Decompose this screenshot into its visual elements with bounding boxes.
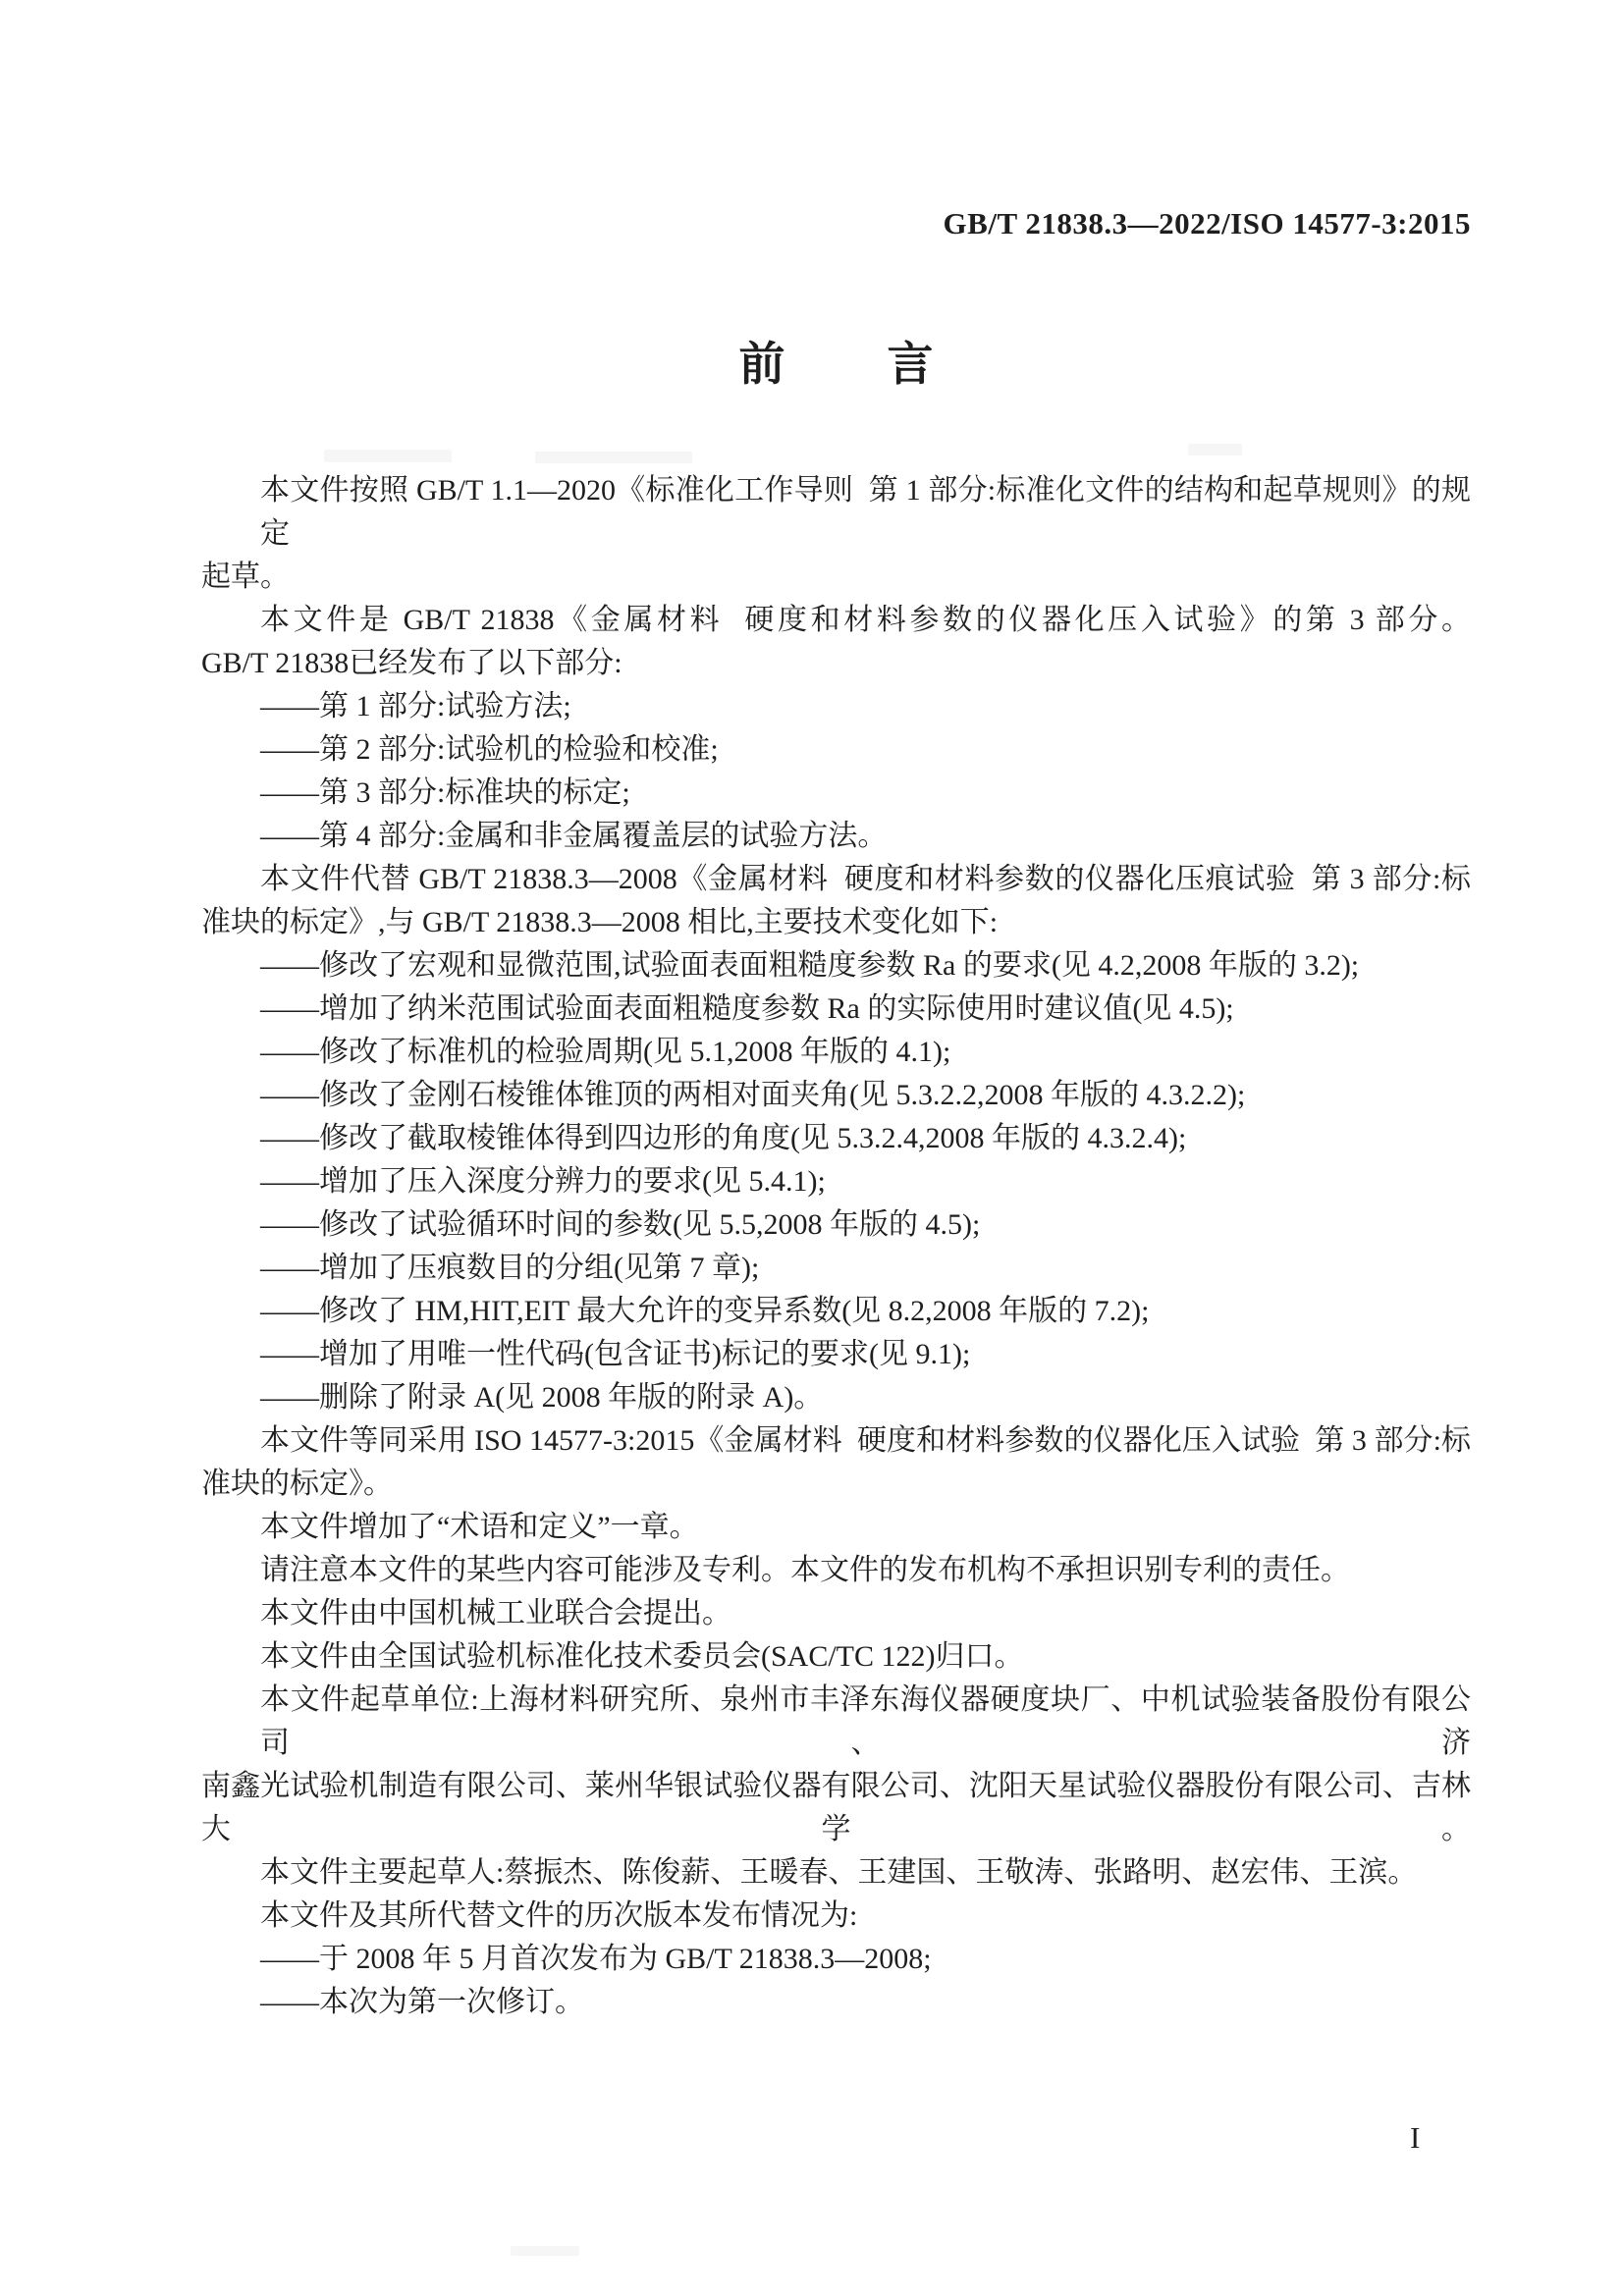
scan-artifact [535,452,692,463]
standard-code-header: GB/T 21838.3—2022/ISO 14577-3:2015 [943,206,1471,240]
page-number: I [1410,2120,1421,2155]
body-line: 准块的标定》,与 GB/T 21838.3—2008 相比,主要技术变化如下: [201,906,999,938]
body-line: ——第 4 部分:金属和非金属覆盖层的试验方法。 [260,820,888,852]
scan-artifact [1188,444,1242,455]
scan-artifact [511,2246,579,2256]
body-line: ——修改了试验循环时间的参数(见 5.5,2008 年版的 4.5); [260,1208,981,1241]
scan-artifact [324,450,452,462]
body-line: 本文件代替 GB/T 21838.3—2008《金属材料 硬度和材料参数的仪器化压痕试验 第 3 部分:标 [260,863,1471,895]
body-line: ——修改了宏观和显微范围,试验面表面粗糙度参数 Ra 的要求(见 4.2,2008 年版的 3.2); [260,949,1360,982]
foreword-title [201,340,1471,391]
body-line: ——修改了标准机的检验周期(见 5.1,2008 年版的 4.1); [260,1036,951,1068]
body-line: 请注意本文件的某些内容可能涉及专利。本文件的发布机构不承担识别专利的责任。 [260,1554,1350,1586]
body-line: 本文件由全国试验机标准化技术委员会(SAC/TC 122)归口。 [260,1640,1024,1673]
body-line: 南鑫光试验机制造有限公司、莱州华银试验仪器有限公司、沈阳天星试验仪器股份有限公司、吉林大学。 [201,1770,1471,1845]
body-line: 准块的标定》。 [201,1468,393,1500]
body-line: ——增加了压入深度分辨力的要求(见 5.4.1); [260,1165,826,1198]
body-line: ——修改了金刚石棱锥体锥顶的两相对面夹角(见 5.3.2.2,2008 年版的 4.3.2.2); [260,1079,1246,1111]
body-line: ——本次为第一次修订。 [260,1986,584,2018]
body-line: 本文件起草单位:上海材料研究所、泉州市丰泽东海仪器硬度块厂、中机试验装备股份有限公司、济 [260,1683,1471,1759]
body-line: 本文件等同采用 ISO 14577-3:2015《金属材料 硬度和材料参数的仪器化压入试验 第 3 部分:标 [260,1424,1471,1457]
body-text [201,469,1471,2024]
body-line: ——第 2 部分:试验机的检验和校准; [260,733,719,766]
body-line: ——修改了 HM,HIT,EIT 最大允许的变异系数(见 8.2,2008 年版的 7.2); [260,1295,1150,1327]
body-line: 本文件按照 GB/T 1.1—2020《标准化工作导则 第 1 部分:标准化文件的结构和起草规则》的规定 [260,474,1471,550]
body-line: 本文件由中国机械工业联合会提出。 [260,1597,731,1629]
body-line: ——增加了压痕数目的分组(见第 7 章); [260,1252,760,1284]
body-line: 起草。 [201,561,290,593]
body-line: ——于 2008 年 5 月首次发布为 GB/T 21838.3—2008; [260,1943,932,1975]
body-line: ——删除了附录 A(见 2008 年版的附录 A)。 [260,1381,824,1414]
body-line: GB/T 21838已经发布了以下部分: [201,647,622,679]
body-line: ——第 1 部分:试验方法; [260,690,571,722]
foreword-title-char-2: 言 [887,340,934,391]
body-line: 本文件主要起草人:蔡振杰、陈俊薪、王暖春、王建国、王敬涛、张路明、赵宏伟、王滨。 [260,1856,1418,1889]
body-line: ——第 3 部分:标准块的标定; [260,776,630,809]
body-line: ——增加了用唯一性代码(包含证书)标记的要求(见 9.1); [260,1338,971,1370]
body-line: 本文件是 GB/T 21838《金属材料 硬度和材料参数的仪器化压入试验》的第 3 部分。 [260,604,1471,636]
foreword-title-char-1: 前 [738,340,785,391]
body-line: ——增加了纳米范围试验面表面粗糙度参数 Ra 的实际使用时建议值(见 4.5); [260,992,1234,1025]
body-line: 本文件及其所代替文件的历次版本发布情况为: [260,1899,858,1932]
body-line: 本文件增加了“术语和定义”一章。 [260,1511,699,1543]
body-line: ——修改了截取棱锥体得到四边形的角度(见 5.3.2.4,2008 年版的 4.3.2.4); [260,1122,1187,1154]
